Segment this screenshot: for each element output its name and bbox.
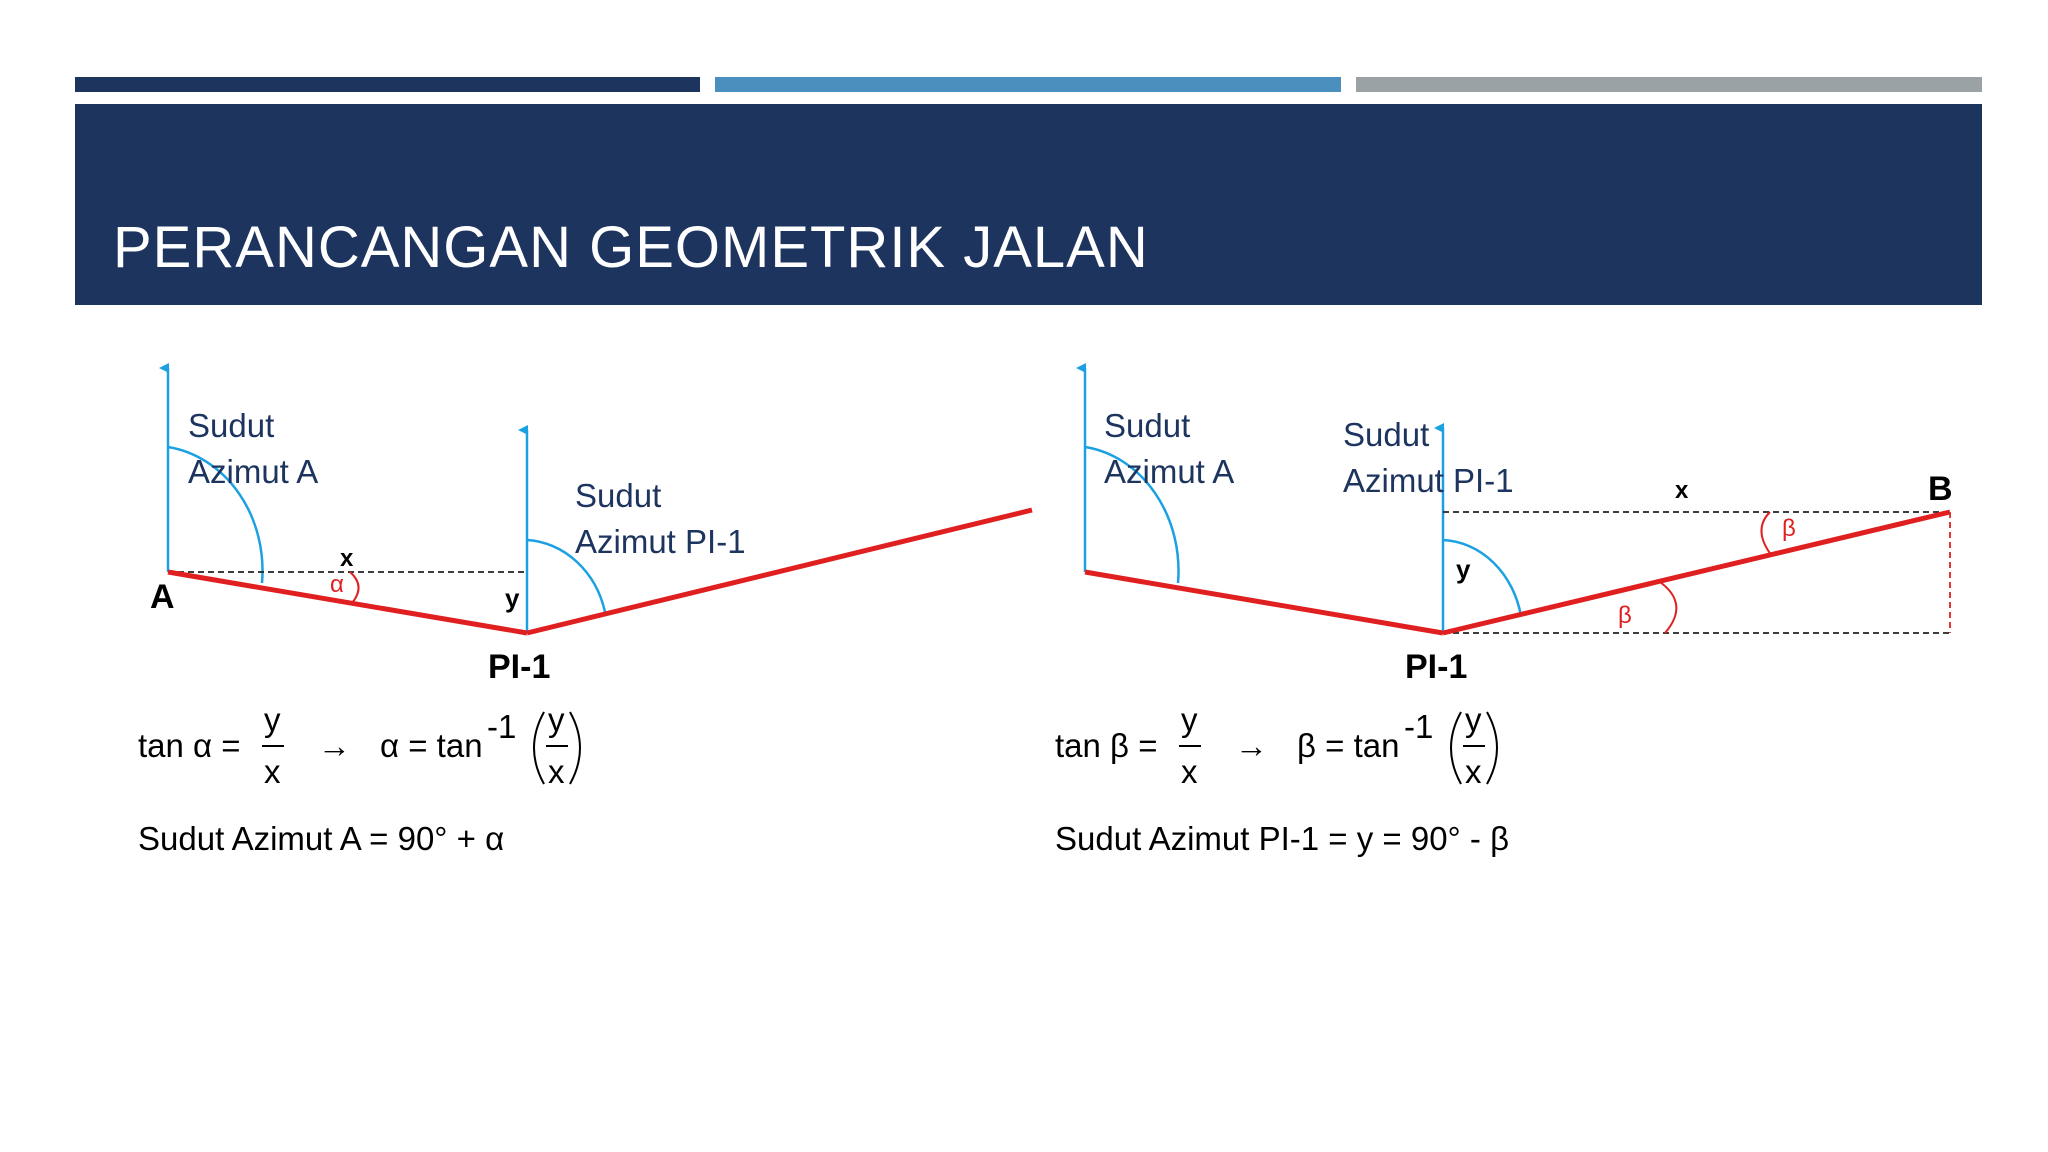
beta-arc-bottom [1660, 582, 1676, 633]
label-sudut-azimut-pi-line2: Azimut PI-1 [1343, 462, 1514, 499]
eq-paren-left [534, 712, 544, 784]
beta-arc-top [1761, 512, 1772, 556]
label-sudut-azimut-pi-line1: Sudut [575, 477, 662, 514]
label-y: y [505, 583, 520, 613]
eq-paren-num: y [1465, 701, 1482, 738]
eq-paren-right [570, 712, 580, 784]
label-x: x [1675, 477, 1689, 504]
azimuth-arc-pi [1443, 540, 1521, 616]
label-sudut-azimut-a-line2: Azimut A [188, 453, 319, 490]
eq-inverse: β = tan [1297, 727, 1400, 764]
eq-paren-num: y [548, 701, 565, 738]
label-sudut-azimut-a-line2: Azimut A [1104, 453, 1235, 490]
label-beta-bottom: β [1618, 602, 1632, 629]
eq-inverse: α = tan [380, 727, 483, 764]
eq-tan-beta: tan β = [1055, 727, 1158, 764]
eq-paren-den: x [548, 753, 565, 790]
label-point-a: A [150, 578, 175, 616]
eq-exponent: -1 [487, 708, 517, 745]
left-diagram [138, 368, 1032, 857]
label-y: y [1456, 554, 1471, 584]
slide-title: PERANCANGAN GEOMETRIK JALAN [113, 215, 1149, 280]
eq-frac-num: y [1181, 701, 1198, 738]
label-point-b: B [1928, 470, 1953, 508]
eq-frac-den: x [264, 753, 281, 790]
eq-paren-left [1451, 712, 1461, 784]
label-x: x [340, 545, 354, 572]
eq-exponent: -1 [1404, 708, 1434, 745]
alpha-arc [350, 572, 359, 603]
label-alpha: α [330, 571, 344, 598]
eq-tan-alpha: tan α = [138, 727, 241, 764]
label-sudut-azimut-a-line1: Sudut [1104, 407, 1191, 444]
road-segment-a-pi [168, 572, 527, 633]
label-sudut-azimut-a-line1: Sudut [188, 407, 275, 444]
label-point-pi: PI-1 [1405, 648, 1468, 686]
eq-result-a: Sudut Azimut A = 90° + α [138, 820, 505, 857]
label-point-pi: PI-1 [488, 648, 551, 686]
eq-paren-den: x [1465, 753, 1482, 790]
label-beta-top: β [1782, 515, 1796, 542]
eq-frac-num: y [264, 701, 281, 738]
right-diagram [1055, 368, 1953, 857]
label-sudut-azimut-pi-line2: Azimut PI-1 [575, 523, 746, 560]
road-segment-a-pi [1085, 572, 1443, 633]
eq-frac-den: x [1181, 753, 1198, 790]
eq-paren-right [1487, 712, 1497, 784]
label-sudut-azimut-pi-line1: Sudut [1343, 416, 1430, 453]
road-segment-pi-b [1443, 512, 1950, 633]
eq-arrow: → [1235, 727, 1268, 764]
eq-result-pi: Sudut Azimut PI-1 = y = 90° - β [1055, 820, 1510, 857]
eq-arrow: → [318, 727, 351, 764]
